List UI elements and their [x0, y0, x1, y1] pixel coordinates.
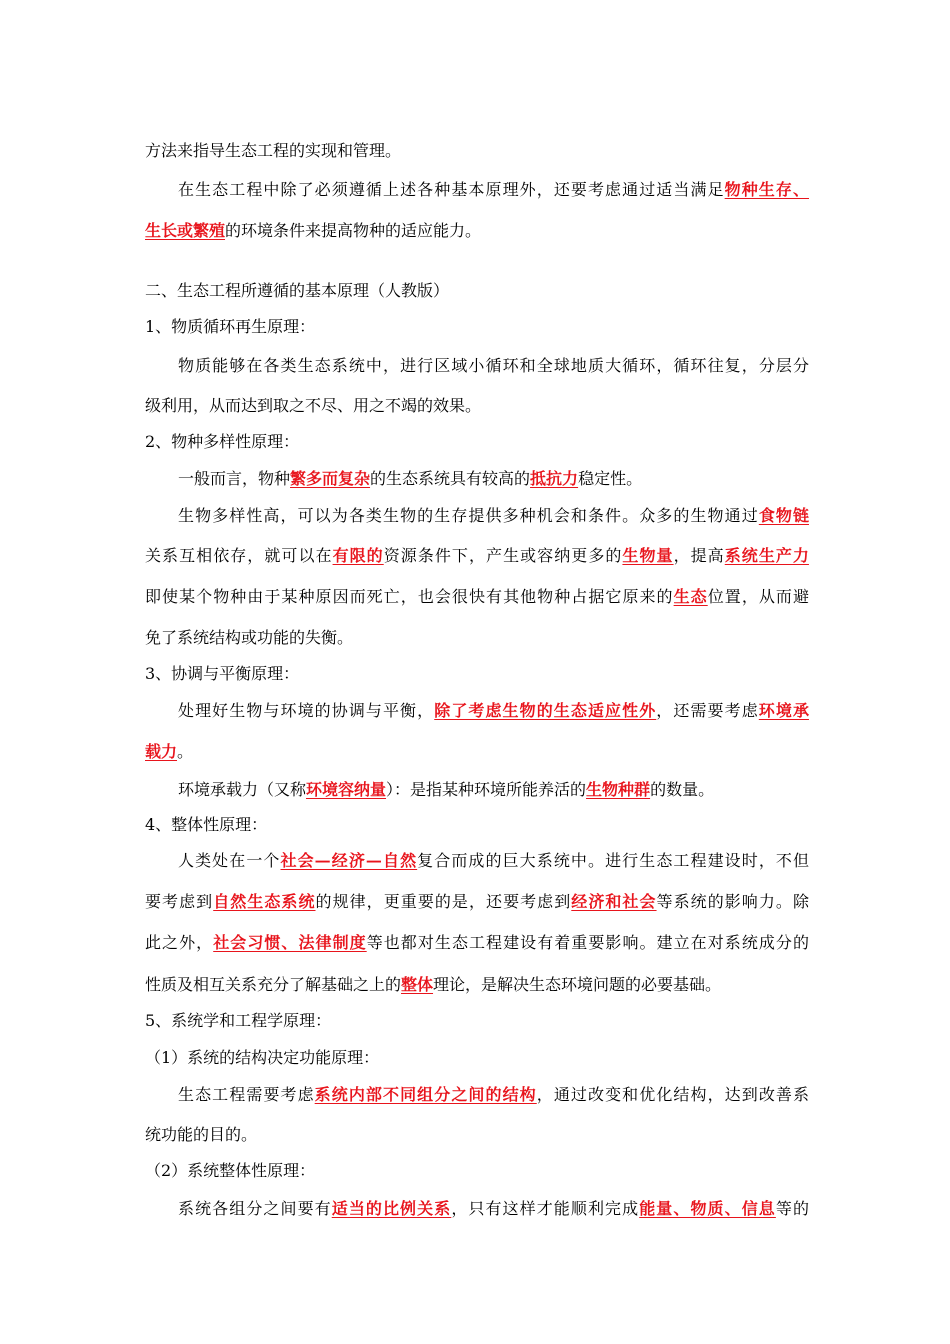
paragraph-line [178, 780, 809, 800]
text-run: 的环境条件来提高物种的适应能力。 [225, 221, 482, 240]
text-run: 3、协调与平衡原理： [145, 664, 300, 683]
text-run: 生态工程需要考虑 [178, 1085, 315, 1104]
text-run: 稳定性。 [578, 469, 643, 488]
section-heading [145, 281, 809, 301]
keyword-highlight: 环境容纳量 [306, 780, 387, 799]
text-run: 关系互相依存，就可以在 [145, 546, 333, 565]
paragraph-line [145, 628, 809, 648]
paragraph-line [178, 469, 809, 489]
text-run: 理论，是解决生态环境问题的必要基础。 [433, 975, 722, 994]
subsection-heading [145, 664, 809, 684]
keyword-highlight: 适当的比例关系 [331, 1199, 452, 1218]
paragraph-line [145, 587, 809, 607]
keyword-highlight: 社会习惯、法律制度 [213, 933, 367, 952]
subsection-heading [145, 1048, 809, 1068]
text-run: 生物多样性高，可以为各类生物的生存提供多种机会和条件。众多的生物通过 [178, 506, 759, 525]
subsection-heading [145, 1011, 809, 1031]
keyword-highlight: 物种生存、 [724, 180, 809, 199]
keyword-highlight: 抵抗力 [530, 469, 579, 488]
paragraph-line [178, 1085, 809, 1105]
text-run: ，通过改变和优化结构，达到改善系 [536, 1085, 809, 1104]
keyword-highlight: 食物链 [758, 506, 809, 525]
text-run: 位置，从而避 [707, 587, 809, 606]
paragraph-line [178, 1199, 809, 1219]
text-run: ，提高 [673, 546, 725, 565]
text-run: 的生态系统具有较高的 [370, 469, 531, 488]
text-run: 等系统的影响力。除 [656, 892, 809, 911]
text-run: 方法来指导生态工程的实现和管理。 [145, 141, 402, 160]
text-run: 5、系统学和工程学原理： [145, 1011, 332, 1030]
paragraph-line [145, 975, 809, 995]
text-run: 复合而成的巨大系统中。进行生态工程建设时，不但 [417, 851, 809, 870]
subsection-heading [145, 1161, 809, 1181]
text-run: 的规律，更重要的是，还要考虑到 [315, 892, 572, 911]
paragraph-line [145, 742, 809, 762]
text-run: ，还需要考虑 [656, 701, 759, 720]
keyword-highlight: 能量、物质、信息 [639, 1199, 776, 1218]
text-run: （2）系统整体性原理： [145, 1161, 316, 1180]
keyword-highlight: 生态 [673, 587, 708, 606]
keyword-highlight: 繁多而复杂 [290, 469, 371, 488]
paragraph-line [178, 506, 809, 526]
paragraph-line [145, 221, 809, 241]
text-run: 性质及相互关系充分了解基础之上的 [145, 975, 402, 994]
paragraph-line [178, 356, 809, 376]
keyword-highlight: 系统生产力 [724, 546, 809, 565]
text-run: ）：是指某种环境所能养活的 [386, 780, 587, 799]
keyword-highlight: 有限的 [332, 546, 384, 565]
text-run: ，只有这样才能顺利完成 [451, 1199, 640, 1218]
text-run: 物质能够在各类生态系统中，进行区域小循环和全球地质大循环，循环往复，分层分 [178, 356, 809, 375]
text-run: 二、生态工程所遵循的基本原理（人教版） [145, 281, 450, 300]
paragraph-line [178, 701, 809, 721]
keyword-highlight: 除了考虑生物的生态适应性外 [434, 701, 657, 720]
text-run: （1）系统的结构决定功能原理： [145, 1048, 380, 1067]
text-run: 统功能的目的。 [145, 1125, 258, 1144]
text-run: 环境承载力（又称 [178, 780, 307, 799]
text-run: 级利用，从而达到取之不尽、用之不竭的效果。 [145, 396, 482, 415]
subsection-heading [145, 317, 809, 337]
paragraph-line [178, 851, 809, 871]
text-run: 即使某个物种由于某种原因而死亡，也会很快有其他物种占据它原来的 [145, 587, 674, 606]
paragraph-line [145, 396, 809, 416]
text-run: 免了系统结构或功能的失衡。 [145, 628, 354, 647]
paragraph-line [145, 546, 809, 566]
text-run: 此之外， [145, 933, 214, 952]
subsection-heading [145, 432, 809, 452]
text-run: 。 [177, 742, 194, 761]
text-run: 一般而言，物种 [178, 469, 291, 488]
keyword-highlight: 经济和社会 [571, 892, 657, 911]
paragraph-line [178, 180, 809, 200]
paragraph-line [145, 892, 809, 912]
keyword-highlight: 生物量 [622, 546, 674, 565]
text-run: 人类处在一个 [178, 851, 281, 870]
text-run: 处理好生物与环境的协调与平衡， [178, 701, 435, 720]
text-run: 要考虑到 [145, 892, 214, 911]
keyword-highlight: 自然生态系统 [213, 892, 316, 911]
keyword-highlight: 环境承 [758, 701, 809, 720]
text-run: 系统各组分之间要有 [178, 1199, 332, 1218]
keyword-highlight: 社会—经济—自然 [280, 851, 418, 870]
paragraph-line [145, 933, 809, 953]
text-run: 2、物种多样性原理： [145, 432, 300, 451]
text-run: 4、整体性原理： [145, 815, 268, 834]
text-run: 的数量。 [650, 780, 715, 799]
keyword-highlight: 生长或繁殖 [145, 221, 226, 240]
paragraph-line [145, 141, 809, 161]
keyword-highlight: 整体 [401, 975, 434, 994]
text-run: 1、物质循环再生原理： [145, 317, 316, 336]
paragraph-line [145, 1125, 809, 1145]
keyword-highlight: 系统内部不同组分之间的结构 [314, 1085, 537, 1104]
text-run: 等的 [775, 1199, 809, 1218]
text-run: 资源条件下，产生或容纳更多的 [383, 546, 623, 565]
keyword-highlight: 生物种群 [586, 780, 651, 799]
text-run: 在生态工程中除了必须遵循上述各种基本原理外，还要考虑通过适当满足 [178, 180, 725, 199]
subsection-heading [145, 815, 809, 835]
keyword-highlight: 载力 [145, 742, 178, 761]
text-run: 等也都对生态工程建设有着重要影响。建立在对系统成分的 [366, 933, 809, 952]
